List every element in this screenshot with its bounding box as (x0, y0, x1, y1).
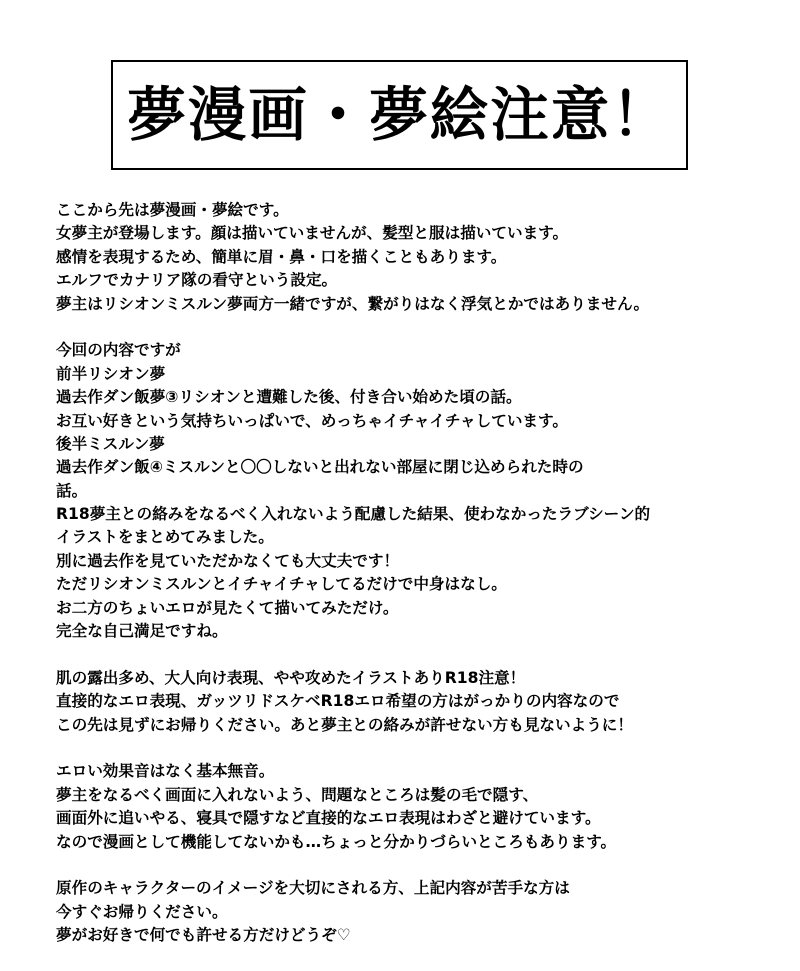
notice-line: 肌の露出多め、大人向け表現、やや攻めたイラストありR18注意！ (56, 668, 526, 687)
notice-line: 前半リシオン夢 (56, 364, 166, 383)
page-title: 夢漫画・夢絵注意！ (127, 80, 672, 149)
notice-line: 画面外に追いやる、寝具で隠すなど直接的なエロ表現はわざと避けています。 (56, 809, 601, 828)
notice-line: 原作のキャラクターのイメージを大切にされる方、上記内容が苦手な方は (56, 879, 570, 898)
notice-line: ここから先は夢漫画・夢絵です。 (56, 201, 289, 219)
notice-line: この先は見ずにお帰りください。あと夢主との絡みが許せない方も見ないように！ (56, 715, 633, 734)
notice-line: 直接的なエロ表現、ガッツリドスケベR18エロ希望の方はがっかりの内容なので (56, 692, 620, 711)
notice-line: 過去作ダン飯夢③リシオンと遭難した後、付き合い始めた頃の話。 (56, 388, 522, 407)
notice-line: R18夢主との絡みをなるべく入れないよう配慮した結果、使わなかったラブシーン的 (56, 505, 651, 524)
notice-paragraph (56, 760, 780, 854)
notice-paragraph (56, 339, 780, 643)
notice-line: なので漫画として機能してないかも…ちょっと分かりづらいところもあります。 (56, 832, 617, 851)
notice-line: 完全な自己満足ですね。 (56, 622, 228, 641)
notice-paragraph (56, 199, 780, 316)
notice-line: 後半ミスルン夢 (56, 434, 165, 453)
notice-line: ただリシオンミスルンとイチャイチャしてるだけで中身はなし。 (56, 575, 507, 594)
notice-line: 過去作ダン飯④ミスルンと〇〇しないと出れない部屋に閉じ込められた時の (56, 458, 584, 477)
notice-line: お二方のちょいエロが見たくて描いてみただけ。 (56, 598, 399, 617)
notice-line: 夢がお好きで何でも許せる方だけどうぞ♡ (56, 926, 351, 945)
notice-line: エルフでカナリア隊の看守という設定。 (56, 271, 338, 290)
notice-line: 話。 (56, 481, 88, 500)
notice-line: イラストをまとめてみました。 (56, 528, 274, 547)
notice-paragraph (56, 667, 780, 737)
notice-line: 別に過去作を見ていただかなくても大丈夫です！ (56, 551, 400, 570)
notice-body (56, 199, 780, 971)
title-box (111, 60, 688, 170)
notice-line: 夢主はリシオンミスルン夢両方一緒ですが、繋がりはなく浮気とかではありません。 (56, 294, 650, 313)
notice-line: 今すぐお帰りください。 (56, 902, 228, 921)
notice-line: エロい効果音はなく基本無音。 (56, 762, 275, 781)
notice-line: 今回の内容ですが (56, 341, 181, 360)
notice-paragraph (56, 877, 780, 947)
notice-line: 女夢主が登場します。顔は描いていませんが、髪型と服は描いています。 (56, 224, 569, 243)
notice-line: 感情を表現するため、簡単に眉・鼻・口を描くこともあります。 (56, 247, 507, 266)
notice-line: 夢主をなるべく画面に入れないよう、問題なところは髪の毛で隠す、 (56, 785, 539, 804)
notice-line: お互い好きという気持ちいっぱいで、めっちゃイチャイチャしています。 (56, 411, 568, 430)
